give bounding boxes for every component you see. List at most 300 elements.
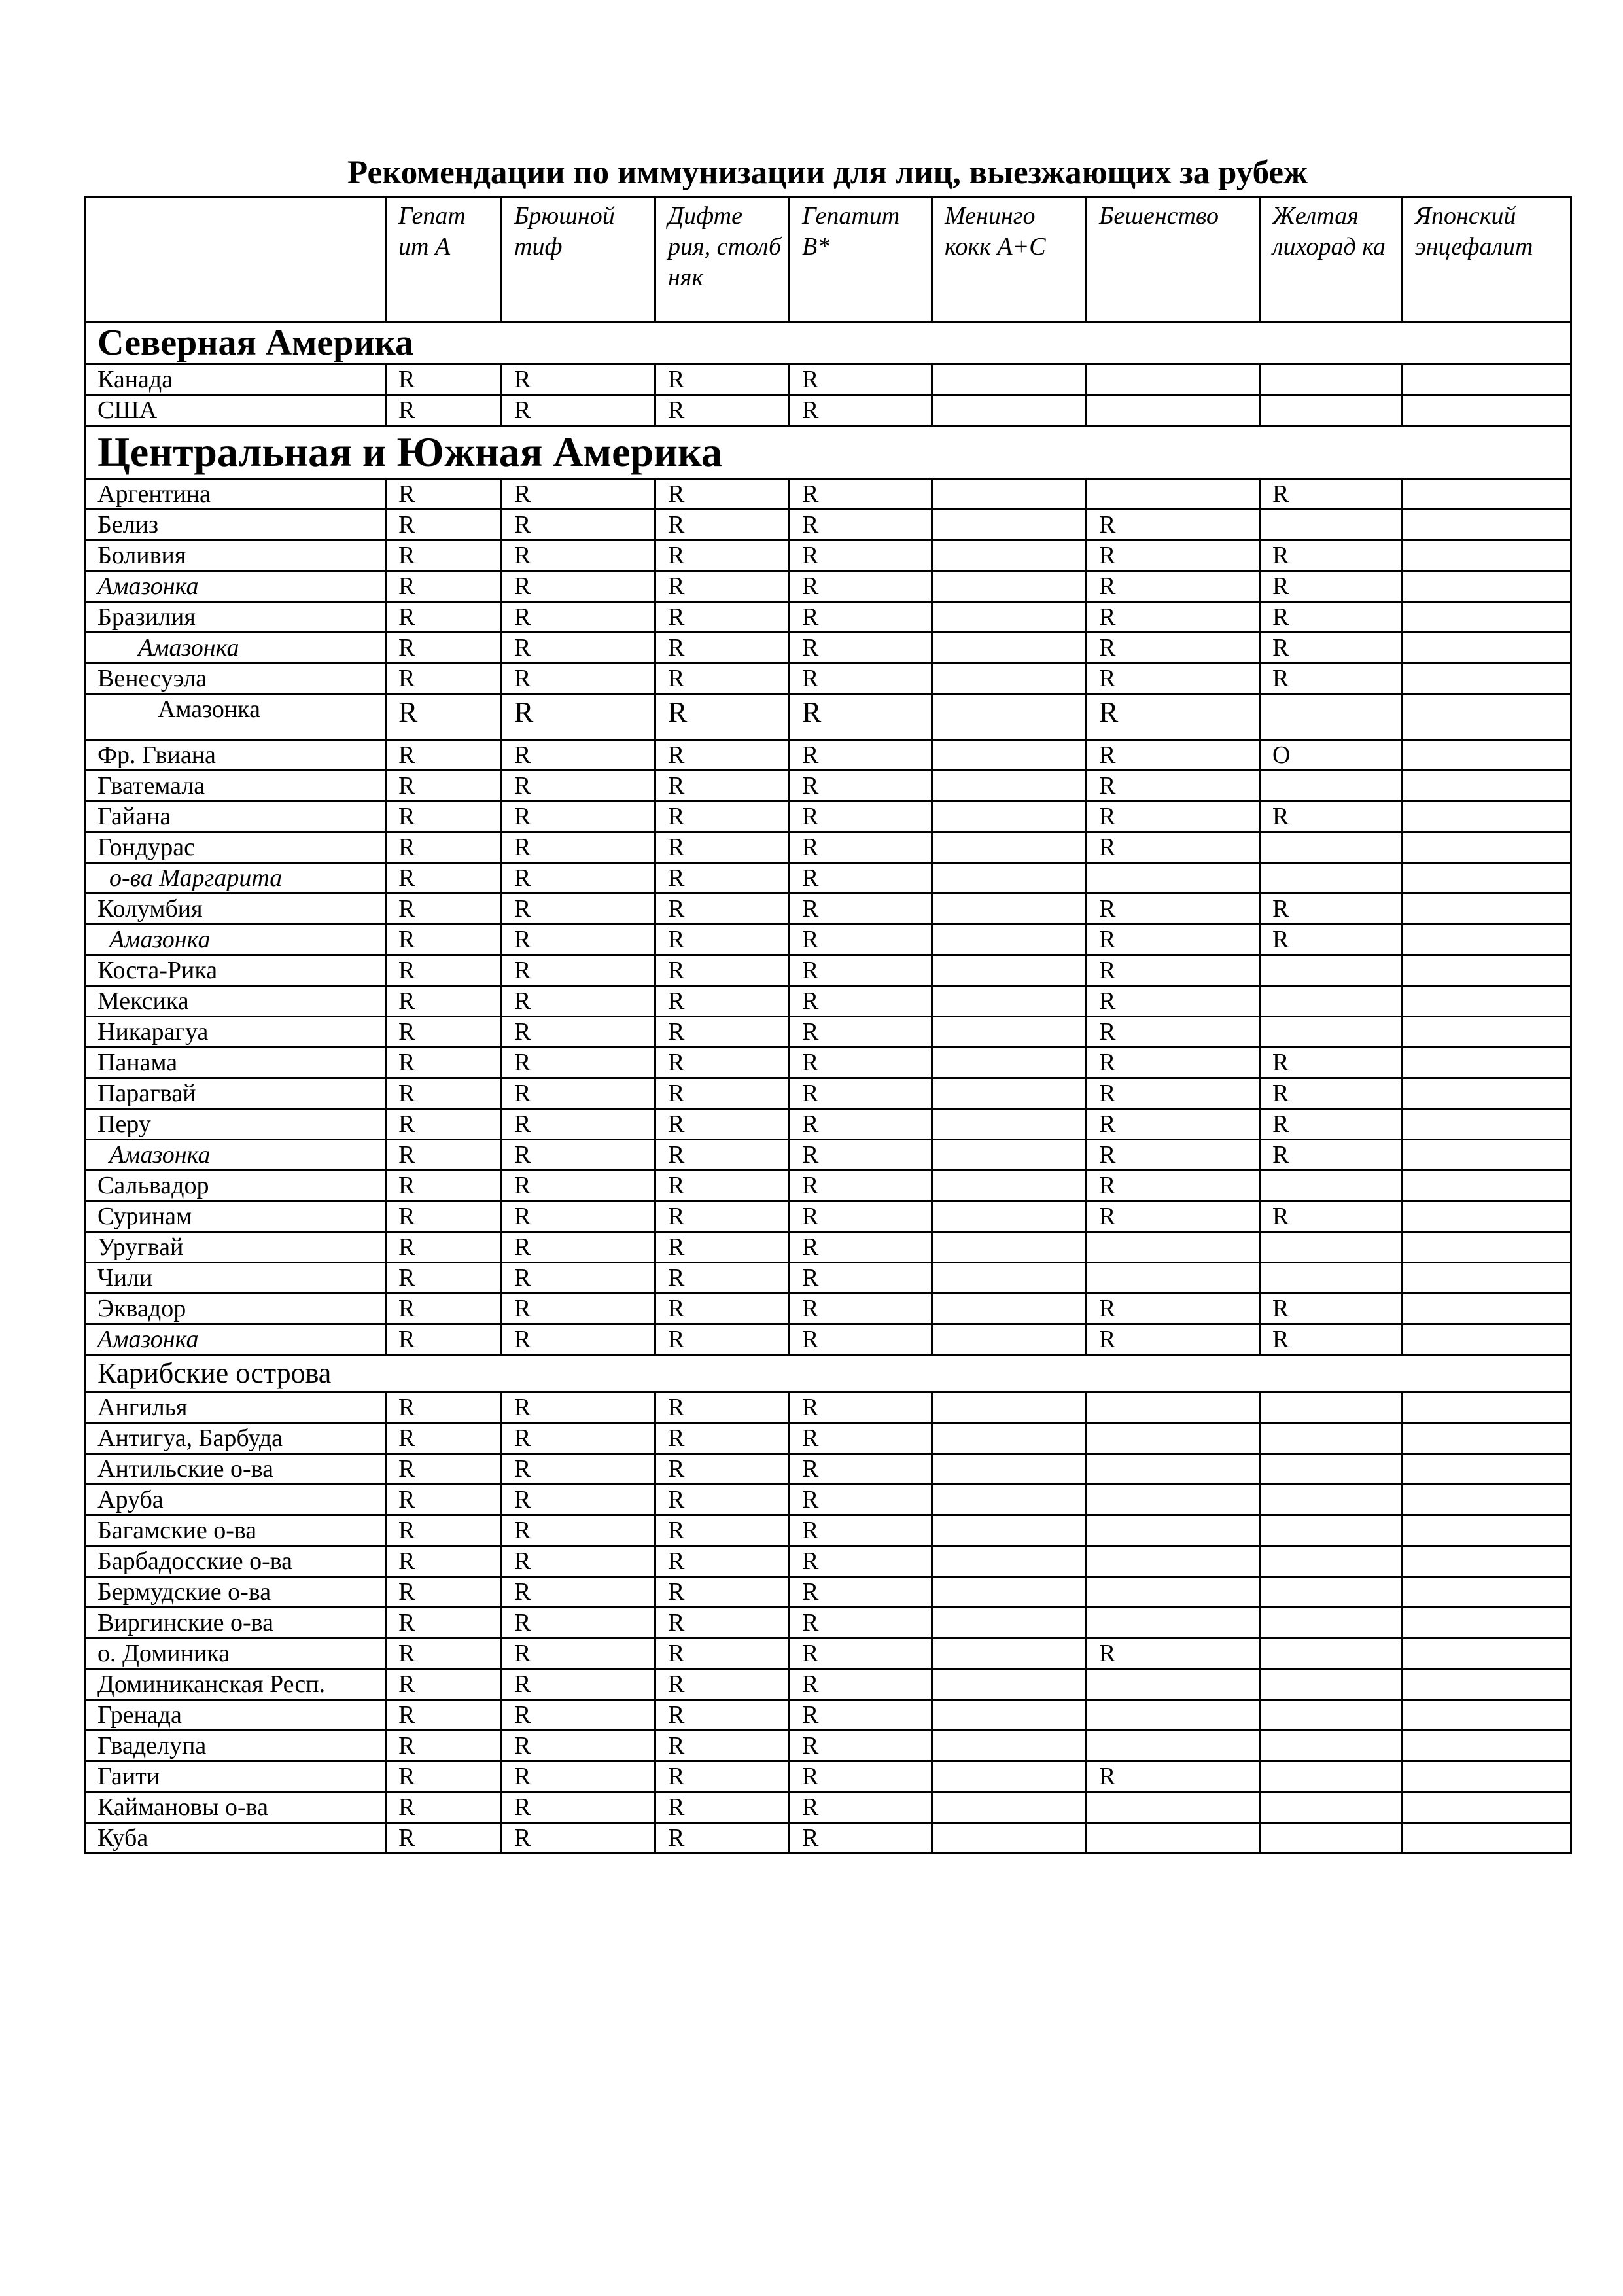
- recommendation-cell: R: [655, 1577, 790, 1608]
- recommendation-cell: R: [790, 540, 932, 571]
- recommendation-cell: [932, 1078, 1087, 1109]
- recommendation-cell: R: [655, 925, 790, 955]
- recommendation-cell: R: [502, 1761, 655, 1792]
- recommendation-cell: [1087, 1485, 1260, 1515]
- recommendation-cell: [1260, 1700, 1403, 1731]
- recommendation-cell: R: [502, 571, 655, 602]
- recommendation-cell: R: [655, 571, 790, 602]
- recommendation-cell: R: [502, 1109, 655, 1140]
- country-name: Гренада: [85, 1700, 386, 1731]
- recommendation-cell: R: [502, 1171, 655, 1201]
- recommendation-cell: [1260, 1608, 1403, 1638]
- region-label: Северная Америка: [85, 322, 1571, 364]
- recommendation-cell: [1087, 479, 1260, 510]
- recommendation-cell: [1403, 510, 1571, 540]
- recommendation-cell: [1403, 1454, 1571, 1485]
- recommendation-cell: [1087, 1577, 1260, 1608]
- recommendation-cell: R: [386, 832, 502, 863]
- recommendation-cell: R: [502, 1485, 655, 1515]
- recommendation-cell: [1403, 740, 1571, 771]
- recommendation-cell: R: [655, 1078, 790, 1109]
- country-name: Виргинские о-ва: [85, 1608, 386, 1638]
- recommendation-cell: R: [790, 1638, 932, 1669]
- table-row: [85, 633, 1571, 663]
- recommendation-cell: [932, 540, 1087, 571]
- recommendation-cell: [932, 1669, 1087, 1700]
- recommendation-cell: [1260, 832, 1403, 863]
- country-name: Антигуа, Барбуда: [85, 1423, 386, 1454]
- recommendation-cell: [932, 740, 1087, 771]
- recommendation-cell: R: [1260, 602, 1403, 633]
- recommendation-cell: R: [502, 694, 655, 740]
- country-name: Парагвай: [85, 1078, 386, 1109]
- recommendation-cell: [1403, 986, 1571, 1017]
- recommendation-cell: [932, 1454, 1087, 1485]
- recommendation-cell: [1087, 1515, 1260, 1546]
- country-name: Никарагуа: [85, 1017, 386, 1048]
- table-row: [85, 1454, 1571, 1485]
- recommendation-cell: [932, 894, 1087, 925]
- recommendation-cell: R: [1087, 1140, 1260, 1171]
- recommendation-cell: R: [386, 633, 502, 663]
- recommendation-cell: R: [502, 1048, 655, 1078]
- recommendation-cell: R: [655, 955, 790, 986]
- table-row: [85, 1048, 1571, 1078]
- recommendation-cell: R: [655, 1109, 790, 1140]
- country-name: Антильские о-ва: [85, 1454, 386, 1485]
- recommendation-cell: R: [502, 1017, 655, 1048]
- recommendation-cell: R: [655, 1232, 790, 1263]
- recommendation-cell: R: [386, 1577, 502, 1608]
- country-name: Амазонка: [85, 633, 386, 663]
- recommendation-cell: R: [790, 1171, 932, 1201]
- recommendation-cell: R: [1087, 1048, 1260, 1078]
- recommendation-cell: [932, 633, 1087, 663]
- recommendation-cell: [932, 1201, 1087, 1232]
- recommendation-cell: [1260, 1515, 1403, 1546]
- recommendation-cell: R: [790, 1700, 932, 1731]
- recommendation-cell: R: [386, 602, 502, 633]
- table-row: [85, 1731, 1571, 1761]
- recommendation-cell: R: [655, 832, 790, 863]
- recommendation-cell: [932, 1608, 1087, 1638]
- country-name: Коста-Рика: [85, 955, 386, 986]
- recommendation-cell: R: [386, 1700, 502, 1731]
- recommendation-cell: [932, 955, 1087, 986]
- recommendation-cell: R: [790, 1761, 932, 1792]
- recommendation-cell: R: [1087, 1761, 1260, 1792]
- recommendation-cell: R: [386, 1638, 502, 1669]
- recommendation-cell: R: [790, 1078, 932, 1109]
- recommendation-cell: [1260, 1638, 1403, 1669]
- recommendation-cell: R: [1260, 925, 1403, 955]
- table-body: [85, 322, 1571, 1854]
- recommendation-cell: R: [386, 1263, 502, 1294]
- country-name: Багамские о-ва: [85, 1515, 386, 1546]
- recommendation-cell: R: [502, 364, 655, 395]
- recommendation-cell: [932, 1731, 1087, 1761]
- region-label: Карибские острова: [85, 1355, 1571, 1392]
- country-name: Боливия: [85, 540, 386, 571]
- recommendation-cell: R: [1087, 1201, 1260, 1232]
- country-name: Бразилия: [85, 602, 386, 633]
- recommendation-cell: R: [655, 1263, 790, 1294]
- recommendation-cell: R: [790, 1423, 932, 1454]
- table-row: [85, 1700, 1571, 1731]
- table-header-row: [85, 198, 1571, 322]
- recommendation-cell: [932, 1171, 1087, 1201]
- recommendation-cell: R: [790, 771, 932, 802]
- recommendation-cell: R: [502, 1731, 655, 1761]
- recommendation-cell: [1403, 955, 1571, 986]
- table-row: [85, 925, 1571, 955]
- table-row: [85, 364, 1571, 395]
- recommendation-cell: R: [790, 364, 932, 395]
- country-name: Амазонка: [85, 1140, 386, 1171]
- recommendation-cell: R: [790, 1140, 932, 1171]
- recommendation-cell: [1087, 1423, 1260, 1454]
- recommendation-cell: R: [655, 1823, 790, 1854]
- country-name: о. Доминика: [85, 1638, 386, 1669]
- recommendation-cell: R: [386, 771, 502, 802]
- recommendation-cell: R: [1260, 479, 1403, 510]
- recommendation-cell: R: [655, 1140, 790, 1171]
- recommendation-cell: [1403, 663, 1571, 694]
- country-name: Ангилья: [85, 1392, 386, 1423]
- recommendation-cell: R: [1087, 1078, 1260, 1109]
- recommendation-cell: R: [502, 1201, 655, 1232]
- recommendation-cell: [1260, 1232, 1403, 1263]
- recommendation-cell: R: [655, 863, 790, 894]
- recommendation-cell: R: [386, 510, 502, 540]
- recommendation-cell: [1403, 1232, 1571, 1263]
- document-title: Рекомендации по иммунизации для лиц, выезжающих за рубеж: [347, 154, 1308, 191]
- recommendation-cell: R: [502, 1078, 655, 1109]
- recommendation-cell: R: [655, 364, 790, 395]
- country-name: Суринам: [85, 1201, 386, 1232]
- country-name: Амазонка: [85, 571, 386, 602]
- table-row: [85, 479, 1571, 510]
- recommendation-cell: R: [386, 740, 502, 771]
- column-header: Желтая лихорад ка: [1260, 198, 1403, 322]
- recommendation-cell: [932, 1423, 1087, 1454]
- recommendation-cell: [932, 694, 1087, 740]
- recommendation-cell: [1403, 802, 1571, 832]
- recommendation-cell: R: [790, 663, 932, 694]
- table-row: [85, 1792, 1571, 1823]
- recommendation-cell: R: [502, 1232, 655, 1263]
- recommendation-cell: [1403, 1546, 1571, 1577]
- recommendation-cell: R: [655, 1294, 790, 1324]
- recommendation-cell: [1403, 571, 1571, 602]
- recommendation-cell: R: [790, 1017, 932, 1048]
- recommendation-cell: R: [1087, 986, 1260, 1017]
- recommendation-cell: [1260, 1823, 1403, 1854]
- table-row: [85, 1761, 1571, 1792]
- recommendation-cell: R: [386, 1761, 502, 1792]
- recommendation-cell: [1403, 1201, 1571, 1232]
- recommendation-cell: [1403, 1171, 1571, 1201]
- recommendation-cell: R: [386, 1232, 502, 1263]
- table-row: [85, 1109, 1571, 1140]
- recommendation-cell: R: [386, 1546, 502, 1577]
- recommendation-cell: R: [502, 1515, 655, 1546]
- recommendation-cell: [1260, 1171, 1403, 1201]
- column-header: Менинго кокк А+С: [932, 198, 1087, 322]
- table-row: [85, 602, 1571, 633]
- recommendation-cell: R: [502, 1324, 655, 1355]
- recommendation-cell: R: [1087, 802, 1260, 832]
- recommendation-cell: R: [386, 1423, 502, 1454]
- recommendation-cell: R: [1087, 1294, 1260, 1324]
- recommendation-cell: [1087, 1608, 1260, 1638]
- recommendation-cell: [1087, 863, 1260, 894]
- recommendation-cell: R: [502, 510, 655, 540]
- recommendation-cell: [932, 986, 1087, 1017]
- country-name: Гваделупа: [85, 1731, 386, 1761]
- recommendation-cell: [1403, 1140, 1571, 1171]
- recommendation-cell: R: [655, 1324, 790, 1355]
- recommendation-cell: [1403, 395, 1571, 426]
- recommendation-cell: R: [502, 1294, 655, 1324]
- recommendation-cell: R: [1087, 540, 1260, 571]
- recommendation-cell: [1403, 364, 1571, 395]
- recommendation-cell: R: [790, 395, 932, 426]
- country-name: Аргентина: [85, 479, 386, 510]
- recommendation-cell: R: [386, 663, 502, 694]
- country-name: Панама: [85, 1048, 386, 1078]
- recommendation-cell: R: [790, 510, 932, 540]
- recommendation-cell: [1403, 925, 1571, 955]
- recommendation-cell: R: [655, 1423, 790, 1454]
- country-name: Аруба: [85, 1485, 386, 1515]
- table-row: [85, 510, 1571, 540]
- recommendation-cell: R: [655, 633, 790, 663]
- recommendation-cell: R: [386, 1454, 502, 1485]
- recommendation-cell: R: [1087, 955, 1260, 986]
- country-name: США: [85, 395, 386, 426]
- recommendation-cell: [1403, 479, 1571, 510]
- country-name: Фр. Гвиана: [85, 740, 386, 771]
- recommendation-cell: [1260, 863, 1403, 894]
- country-name: Канада: [85, 364, 386, 395]
- recommendation-cell: R: [1260, 1048, 1403, 1078]
- recommendation-cell: R: [655, 1731, 790, 1761]
- recommendation-cell: [932, 479, 1087, 510]
- recommendation-cell: R: [502, 1638, 655, 1669]
- table-row: [85, 1324, 1571, 1355]
- recommendation-cell: R: [386, 395, 502, 426]
- recommendation-cell: [1260, 1423, 1403, 1454]
- recommendation-cell: [1403, 1392, 1571, 1423]
- recommendation-cell: R: [502, 633, 655, 663]
- recommendation-cell: R: [790, 802, 932, 832]
- recommendation-cell: [932, 925, 1087, 955]
- recommendation-cell: [932, 663, 1087, 694]
- recommendation-cell: [1087, 395, 1260, 426]
- recommendation-cell: R: [1087, 633, 1260, 663]
- recommendation-cell: [932, 571, 1087, 602]
- country-name: Амазонка: [85, 1324, 386, 1355]
- recommendation-cell: [1087, 1263, 1260, 1294]
- recommendation-cell: [1403, 1792, 1571, 1823]
- recommendation-cell: R: [386, 1392, 502, 1423]
- recommendation-cell: R: [655, 1171, 790, 1201]
- recommendation-cell: [1087, 1700, 1260, 1731]
- country-name: Чили: [85, 1263, 386, 1294]
- recommendation-cell: R: [1260, 802, 1403, 832]
- recommendation-cell: [1087, 1232, 1260, 1263]
- recommendation-cell: R: [386, 1324, 502, 1355]
- country-name: Куба: [85, 1823, 386, 1854]
- table-row: [85, 1638, 1571, 1669]
- recommendation-cell: R: [790, 1608, 932, 1638]
- table-row: [85, 1140, 1571, 1171]
- recommendation-cell: R: [655, 694, 790, 740]
- recommendation-cell: R: [1260, 663, 1403, 694]
- recommendation-cell: R: [502, 1700, 655, 1731]
- recommendation-cell: [1260, 1577, 1403, 1608]
- recommendation-cell: R: [502, 1454, 655, 1485]
- recommendation-cell: R: [502, 1423, 655, 1454]
- recommendation-cell: R: [386, 1201, 502, 1232]
- recommendation-cell: [1403, 540, 1571, 571]
- recommendation-cell: [1087, 364, 1260, 395]
- recommendation-cell: R: [1087, 740, 1260, 771]
- recommendation-cell: R: [655, 1201, 790, 1232]
- recommendation-cell: [1403, 1515, 1571, 1546]
- recommendation-cell: R: [502, 663, 655, 694]
- recommendation-cell: R: [1087, 694, 1260, 740]
- recommendation-cell: R: [386, 1171, 502, 1201]
- recommendation-cell: R: [1260, 540, 1403, 571]
- country-name: Бермудские о-ва: [85, 1577, 386, 1608]
- country-name: Колумбия: [85, 894, 386, 925]
- recommendation-cell: [1260, 1017, 1403, 1048]
- immunization-table: [84, 196, 1572, 1854]
- recommendation-cell: R: [655, 1700, 790, 1731]
- recommendation-cell: R: [386, 364, 502, 395]
- recommendation-cell: [1260, 694, 1403, 740]
- recommendation-cell: R: [790, 1109, 932, 1140]
- recommendation-cell: R: [790, 1485, 932, 1515]
- recommendation-cell: [1403, 863, 1571, 894]
- recommendation-cell: [1403, 1608, 1571, 1638]
- recommendation-cell: R: [655, 1546, 790, 1577]
- recommendation-cell: R: [790, 1731, 932, 1761]
- recommendation-cell: R: [1087, 1017, 1260, 1048]
- table-row: [85, 955, 1571, 986]
- recommendation-cell: R: [790, 832, 932, 863]
- table-row: [85, 1294, 1571, 1324]
- country-name: Уругвай: [85, 1232, 386, 1263]
- table-row: [85, 571, 1571, 602]
- recommendation-cell: R: [502, 740, 655, 771]
- recommendation-cell: [932, 1761, 1087, 1792]
- recommendation-cell: [1403, 1577, 1571, 1608]
- table-row: [85, 1669, 1571, 1700]
- recommendation-cell: [1403, 1731, 1571, 1761]
- region-header-row: [85, 1355, 1571, 1392]
- table-row: [85, 1078, 1571, 1109]
- recommendation-cell: [1087, 1731, 1260, 1761]
- country-name: Гайана: [85, 802, 386, 832]
- recommendation-cell: [1403, 602, 1571, 633]
- recommendation-cell: R: [790, 479, 932, 510]
- country-name: Барбадосские о-ва: [85, 1546, 386, 1577]
- recommendation-cell: O: [1260, 740, 1403, 771]
- recommendation-cell: R: [502, 540, 655, 571]
- recommendation-cell: R: [502, 863, 655, 894]
- recommendation-cell: R: [502, 1140, 655, 1171]
- recommendation-cell: R: [386, 1109, 502, 1140]
- recommendation-cell: [1260, 510, 1403, 540]
- column-header: Брюшной тиф: [502, 198, 655, 322]
- recommendation-cell: R: [1260, 1294, 1403, 1324]
- recommendation-cell: R: [1087, 1109, 1260, 1140]
- recommendation-cell: [1403, 694, 1571, 740]
- recommendation-cell: [932, 395, 1087, 426]
- table-row: [85, 1515, 1571, 1546]
- table-row: [85, 771, 1571, 802]
- table-row: [85, 395, 1571, 426]
- recommendation-cell: R: [386, 1140, 502, 1171]
- recommendation-cell: R: [386, 1669, 502, 1700]
- table-row: [85, 894, 1571, 925]
- recommendation-cell: [1260, 986, 1403, 1017]
- recommendation-cell: R: [386, 694, 502, 740]
- recommendation-cell: R: [1087, 1171, 1260, 1201]
- recommendation-cell: [1260, 1263, 1403, 1294]
- recommendation-cell: [1260, 1761, 1403, 1792]
- recommendation-cell: [932, 1700, 1087, 1731]
- recommendation-cell: [1260, 1731, 1403, 1761]
- recommendation-cell: R: [790, 571, 932, 602]
- table-row: [85, 1263, 1571, 1294]
- recommendation-cell: [1403, 1700, 1571, 1731]
- recommendation-cell: R: [655, 1792, 790, 1823]
- recommendation-cell: [1403, 1017, 1571, 1048]
- recommendation-cell: R: [502, 1546, 655, 1577]
- recommendation-cell: R: [790, 894, 932, 925]
- recommendation-cell: R: [386, 986, 502, 1017]
- recommendation-cell: R: [655, 1761, 790, 1792]
- table-row: [85, 1201, 1571, 1232]
- recommendation-cell: [932, 1577, 1087, 1608]
- recommendation-cell: R: [655, 986, 790, 1017]
- column-header: Японский энцефалит: [1403, 198, 1571, 322]
- recommendation-cell: R: [655, 510, 790, 540]
- recommendation-cell: R: [655, 802, 790, 832]
- recommendation-cell: R: [386, 1823, 502, 1854]
- recommendation-cell: R: [790, 633, 932, 663]
- recommendation-cell: R: [386, 1048, 502, 1078]
- recommendation-cell: [932, 802, 1087, 832]
- recommendation-cell: [932, 1294, 1087, 1324]
- recommendation-cell: [932, 1140, 1087, 1171]
- region-header-row: [85, 426, 1571, 479]
- recommendation-cell: R: [1087, 663, 1260, 694]
- recommendation-cell: [932, 1048, 1087, 1078]
- recommendation-cell: R: [502, 771, 655, 802]
- region-header-row: [85, 322, 1571, 364]
- recommendation-cell: R: [790, 1048, 932, 1078]
- recommendation-cell: [1260, 395, 1403, 426]
- recommendation-cell: R: [386, 1485, 502, 1515]
- recommendation-cell: R: [502, 925, 655, 955]
- country-name: Перу: [85, 1109, 386, 1140]
- recommendation-cell: R: [790, 1454, 932, 1485]
